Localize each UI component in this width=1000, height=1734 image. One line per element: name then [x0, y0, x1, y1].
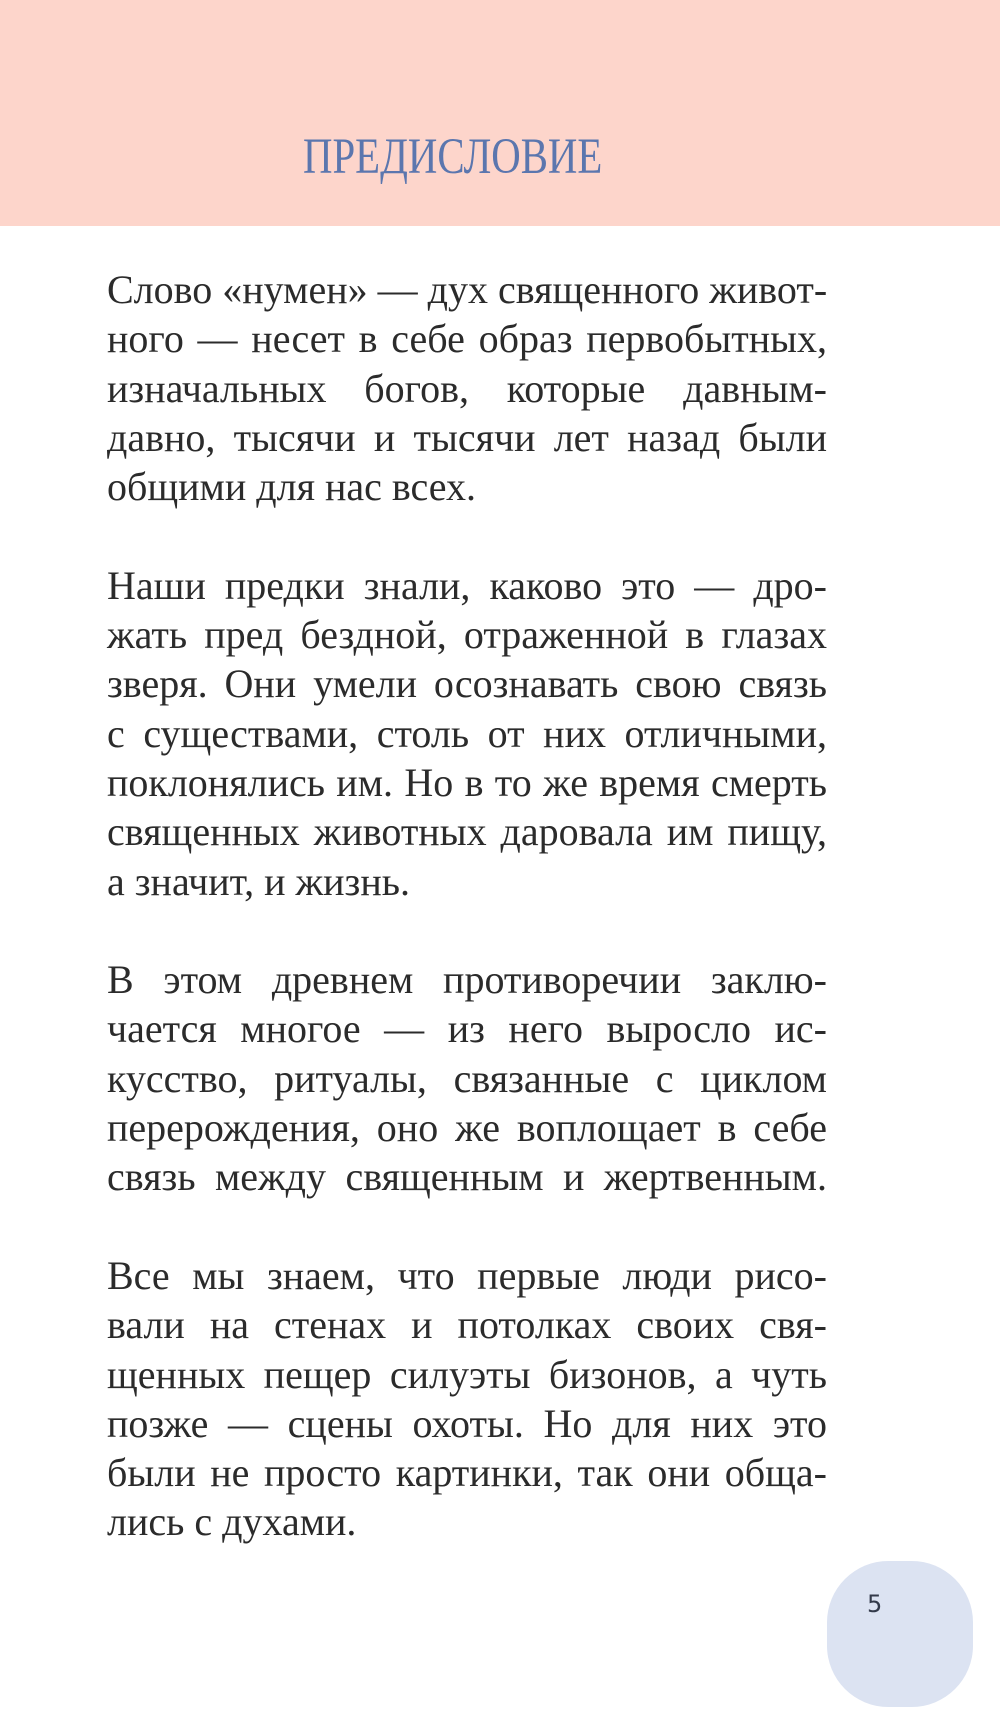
- text-line: были не просто картинки, так они обща-: [107, 1450, 827, 1496]
- page-header: [0, 0, 1000, 226]
- text-line: позже — сцены охоты. Но для них это: [107, 1400, 827, 1446]
- text-line: связь между священным и жертвенным.: [107, 1154, 827, 1200]
- paragraph-1: [107, 265, 827, 511]
- text-line: В этом древнем противоречии заклю-: [107, 957, 827, 1003]
- text-line: а значит, и жизнь.: [107, 858, 411, 904]
- text-line: ного — несет в себе образ первобытных,: [107, 316, 827, 362]
- text-line: изначальных богов, которые давным-: [107, 365, 827, 411]
- text-line: Наши предки знали, каково это — дро-: [107, 562, 827, 608]
- text-line: лись с духами.: [107, 1499, 357, 1545]
- text-line: кусство, ритуалы, связанные с циклом: [107, 1055, 827, 1101]
- paragraph-2: [107, 561, 827, 906]
- page-number: 5: [867, 1590, 883, 1618]
- page-title: ПРЕДИСЛОВИЕ: [303, 129, 603, 185]
- text-line: вали на стенах и потолках своих свя-: [107, 1302, 827, 1348]
- text-line: щенных пещер силуэты бизонов, а чуть: [107, 1351, 827, 1397]
- text-line: зверя. Они умели осознавать свою связь: [107, 661, 827, 707]
- text-line: чается многое — из него выросло ис-: [107, 1006, 827, 1052]
- text-line: Слово «нумен» — дух священного живот-: [107, 267, 828, 312]
- text-line: с существами, столь от них отличными,: [107, 710, 827, 756]
- text-line: поклонялись им. Но в то же время смерть: [107, 759, 827, 805]
- text-line: священных животных даровала им пищу,: [107, 809, 827, 855]
- text-line: общими для нас всех.: [107, 464, 477, 510]
- page-number-badge: [827, 1561, 973, 1707]
- text-line: перерождения, оно же воплощает в себе: [107, 1105, 827, 1151]
- body-text: [107, 265, 827, 1596]
- text-line: Все мы знаем, что первые люди рисо-: [107, 1252, 827, 1298]
- text-line: давно, тысячи и тысячи лет назад были: [107, 414, 827, 460]
- text-line: жать пред бездной, отраженной в глазах: [107, 612, 827, 658]
- paragraph-3: [107, 955, 827, 1201]
- paragraph-4: [107, 1251, 827, 1547]
